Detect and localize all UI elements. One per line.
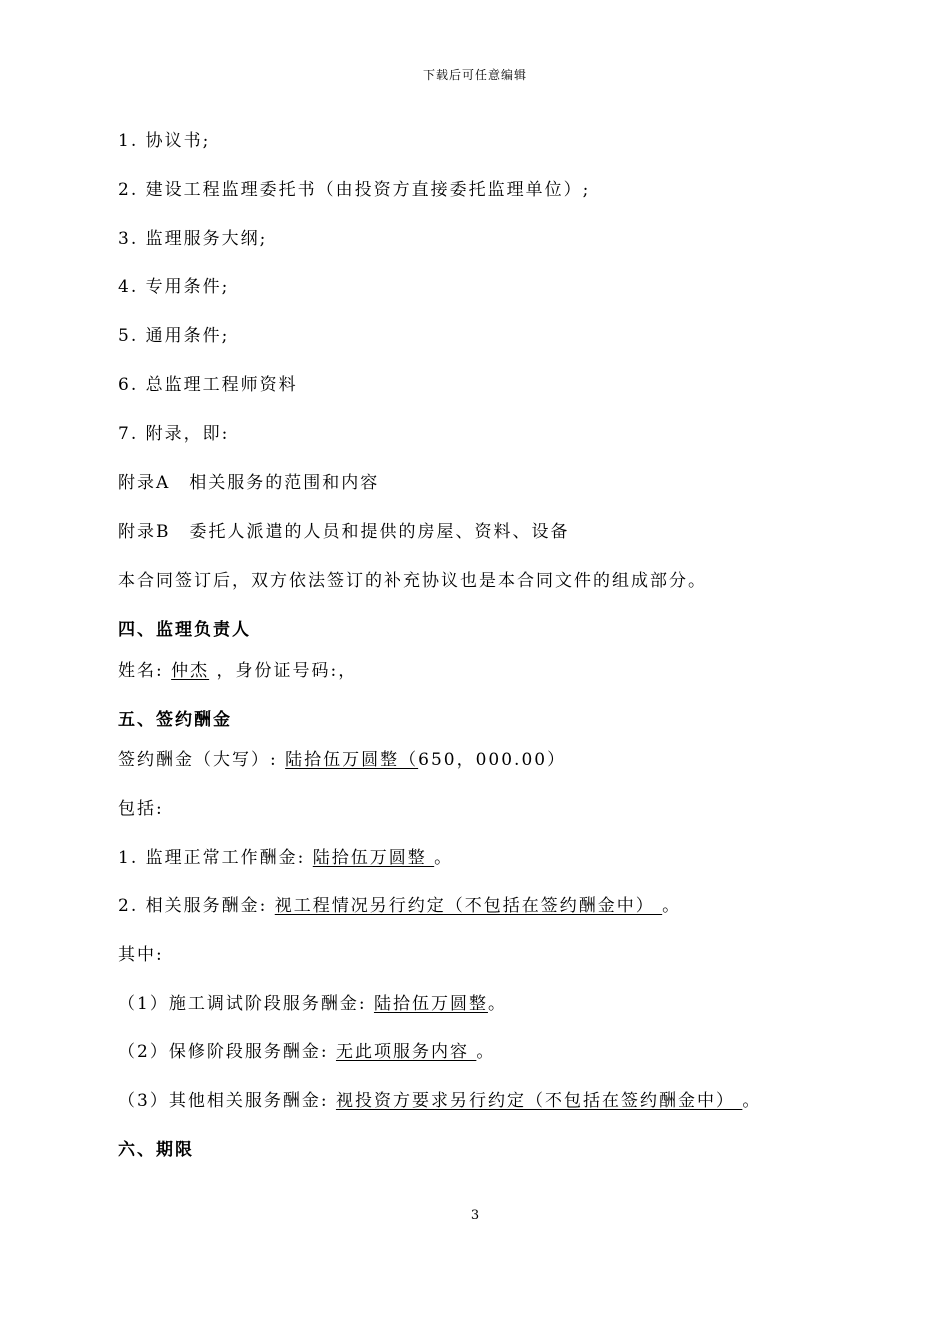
sub-fee-1-line [118, 989, 507, 1014]
related-fee-label: 2. 相关服务酬金: [118, 896, 268, 916]
sub-fee-1-value: 陆拾伍万圆整 [373, 994, 488, 1014]
fee-number: 650，000.00） [418, 750, 567, 770]
sub-fee-2-label: （2）保修阶段服务酬金: [118, 1042, 329, 1062]
section-heading-fee: 五、签约酬金 [118, 710, 232, 730]
fee-label: 签约酬金（大写）: [118, 750, 278, 770]
list-item-5: 5. 通用条件; [118, 326, 230, 346]
section-heading-supervisor: 四、监理负责人 [118, 620, 251, 640]
fee-value: 陆拾伍万圆整（ [285, 750, 419, 770]
including-label: 包括: [118, 799, 164, 819]
sub-fee-2-end: 。 [476, 1042, 496, 1062]
list-item-7: 7. 附录，即: [118, 424, 230, 444]
list-item-1: 1. 协议书; [118, 131, 211, 151]
section-heading-term: 六、期限 [118, 1140, 194, 1160]
appendix-a: 附录A 相关服务的范围和内容 [118, 473, 380, 493]
list-item-3: 3. 监理服务大纲; [118, 229, 268, 249]
supervisor-name-line [118, 656, 357, 681]
normal-fee-end: 。 [434, 848, 454, 868]
related-fee-line [118, 891, 681, 916]
related-fee-value: 视工程情况另行约定（不包括在签约酬金中） [274, 896, 663, 916]
normal-fee-line [118, 843, 453, 868]
page-header: 下载后可任意编辑 [422, 68, 527, 82]
id-number-text: ，身份证号码:， [216, 661, 358, 681]
sub-fee-3-end: 。 [742, 1091, 762, 1111]
among-label: 其中: [118, 945, 164, 965]
sub-fee-1-label: （1）施工调试阶段服务酬金: [118, 994, 367, 1014]
list-item-4: 4. 专用条件; [118, 277, 230, 297]
sub-fee-2-line [118, 1037, 495, 1062]
contract-fee-line [118, 745, 566, 770]
normal-fee-value: 陆拾伍万圆整 [312, 848, 435, 868]
related-fee-end: 。 [662, 896, 682, 916]
sub-fee-3-value: 视投资方要求另行约定（不包括在签约酬金中） [335, 1091, 743, 1111]
normal-fee-label: 1. 监理正常工作酬金: [118, 848, 306, 868]
sub-fee-1-end: 。 [487, 994, 507, 1014]
name-label: 姓名: [118, 661, 164, 681]
sub-fee-3-label: （3）其他相关服务酬金: [118, 1091, 329, 1111]
list-item-2: 2. 建设工程监理委托书（由投资方直接委托监理单位）; [118, 180, 591, 200]
sub-fee-2-value: 无此项服务内容 [335, 1042, 477, 1062]
appendix-b: 附录B 委托人派遣的人员和提供的房屋、资料、设备 [118, 522, 570, 542]
list-item-6: 6. 总监理工程师资料 [118, 375, 298, 395]
sub-fee-3-line [118, 1086, 761, 1111]
page-number: 3 [470, 1208, 480, 1223]
name-value: 仲杰 [171, 661, 210, 681]
supplement-note: 本合同签订后，双方依法签订的补充协议也是本合同文件的组成部分。 [118, 571, 707, 591]
